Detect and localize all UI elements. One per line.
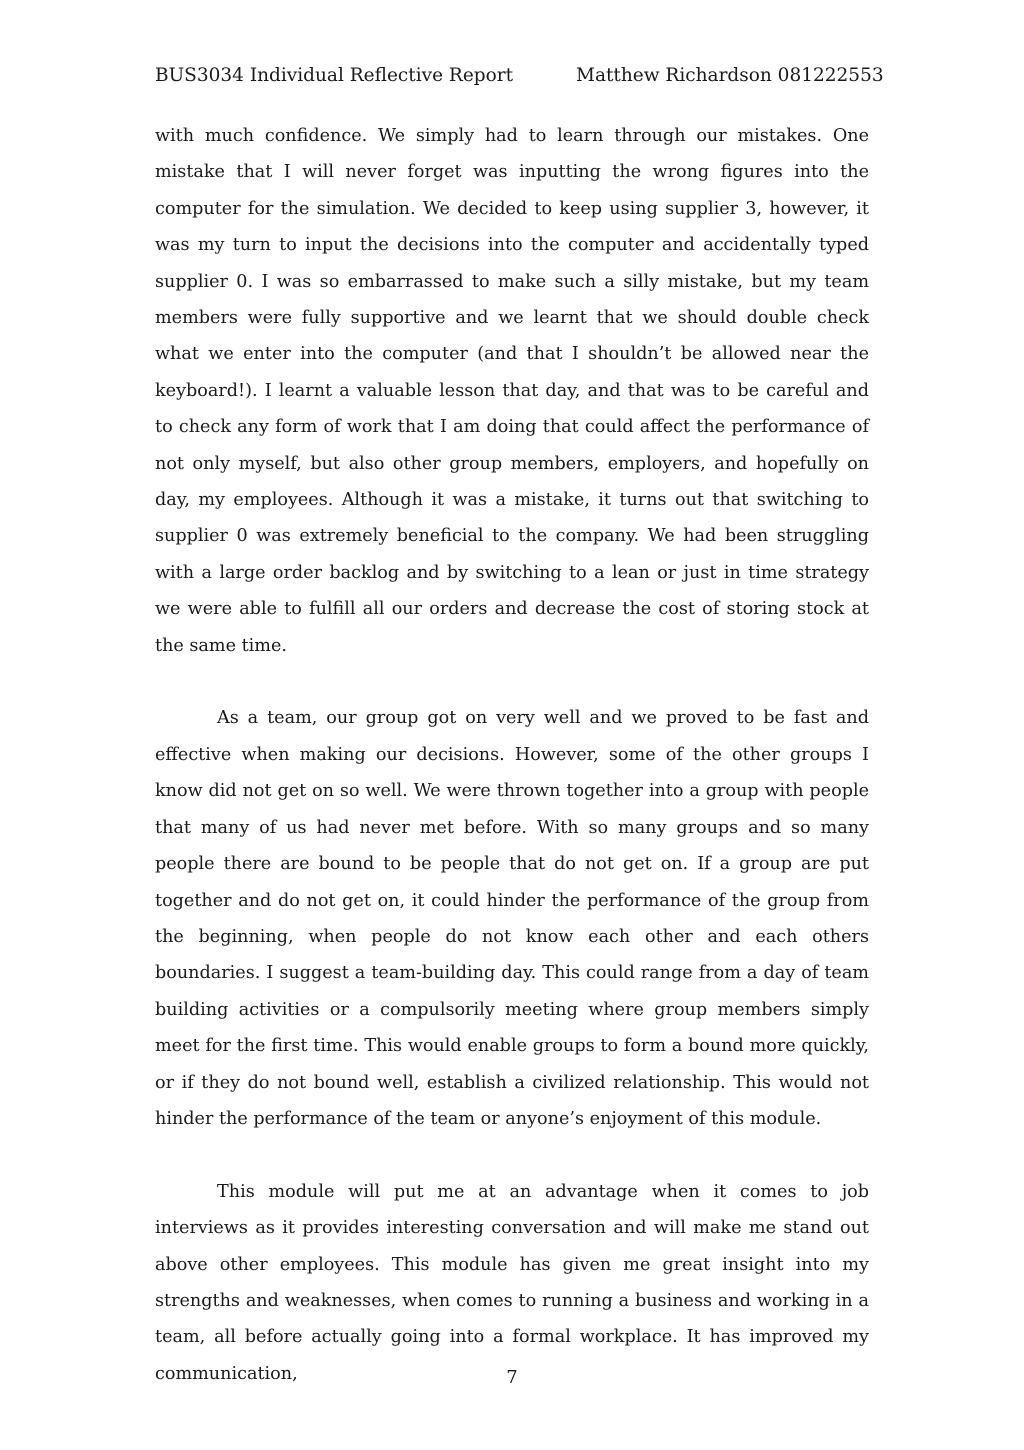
page-header: [155, 62, 884, 90]
page-number: 7: [506, 1367, 518, 1388]
paragraph-advantage: This module will put me at an advantage when it comes to job interviews as it provides interesting conversation and will make me stand out above other employees. This module has given me great insight into my strengths and weaknesses, when comes to running a business and working in a team, all before actually going into a formal workplace. It has improved my communication,: [155, 1181, 869, 1384]
report-title: BUS3034 Individual Reflective Report: [155, 65, 514, 86]
paragraph-gap: [155, 664, 869, 700]
paragraph-teamwork: As a team, our group got on very well and we proved to be fast and effective when making our decisions. However, some of the other groups I know did not get on so well. We were thrown together into a group with people that many of us had never met before. With so many groups and so many people there are bound to be people that do not get on. If a group are put together and do not get on, it could hinder the performance of the group from the beginning, when people do not know each other and each others boundaries. I suggest a team-building day. This could range from a day of team building activities or a compulsorily meeting where group members simply meet for the first time. This would enable groups to form a bound more quickly, or if they do not bound well, establish a civilized relationship. This would not hinder the performance of the team or anyone’s enjoyment of this module.: [155, 708, 869, 1129]
body-text: [155, 118, 869, 1392]
author-and-id: Matthew Richardson 081222553: [576, 65, 884, 86]
paragraph-gap: [155, 1137, 869, 1173]
paragraph-continued: with much confidence. We simply had to learn through our mistakes. One mistake that I will never forget was inputting the wrong figures into the computer for the simulation. We decided to keep using supplier 3, however, it was my turn to input the decisions into the computer and accidentally typed supplier 0. I was so embarrassed to make such a silly mistake, but my team members were fully supportive and we learnt that we should double check what we enter into the computer (and that I shouldn’t be allowed near the keyboard!). I learnt a valuable lesson that day, and that was to be careful and to check any form of work that I am doing that could affect the performance of not only myself, but also other group members, employers, and hopefully on day, my employees. Although it was a mistake, it turns out that switching to supplier 0 was extremely beneficial to the company. We had been struggling with a large order backlog and by switching to a lean or just in time strategy we were able to fulfill all our orders and decrease the cost of storing stock at the same time.: [155, 126, 869, 656]
